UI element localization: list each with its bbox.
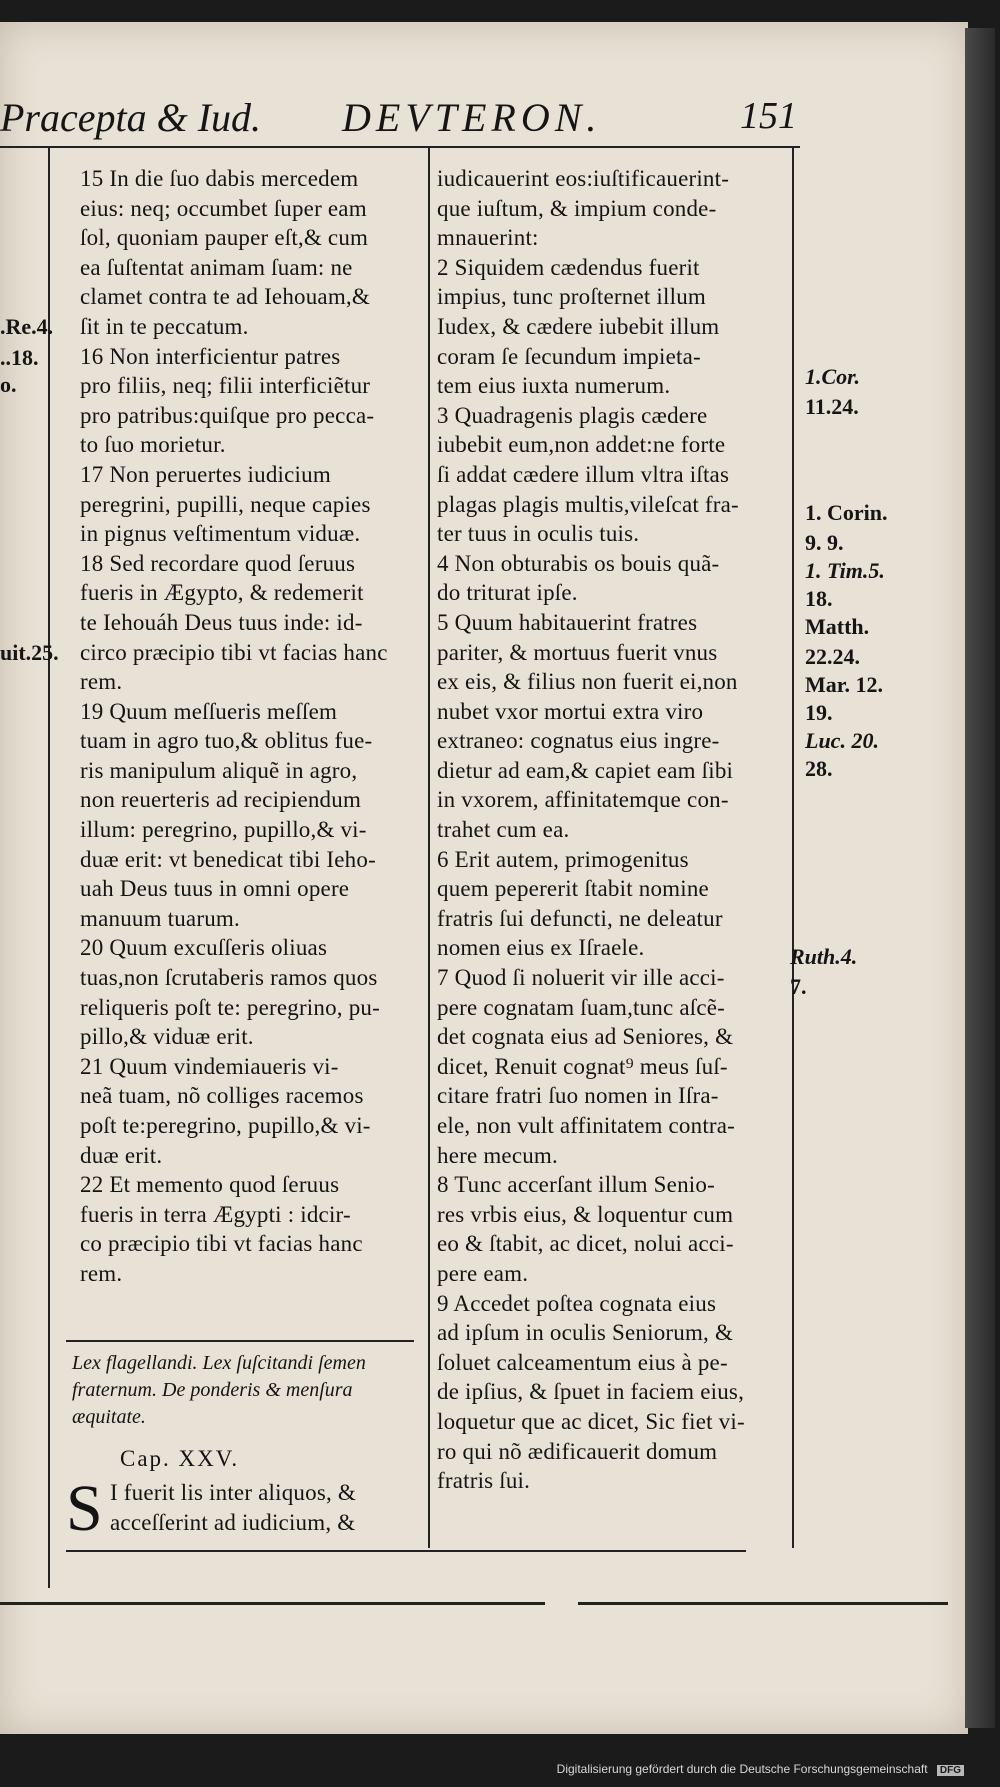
text-line: 3 Quadragenis plagis cædere [437,402,708,428]
text-line: 19 Quum meſſueris meſſem [80,698,338,724]
text-line: 6 Erit autem, primogenitus [437,846,689,872]
book-page [0,22,968,1734]
text-line: ſoluet calceamentum eius à pe- [437,1349,728,1375]
margin-reference: 18. [805,586,833,611]
bottom-rule [66,1550,746,1552]
text-line: nubet vxor mortui extra viro [437,698,704,724]
digitization-credit [557,1762,964,1776]
running-head-title: DEVTERON. [342,95,602,140]
text-line: clamet contra te ad Iehouam,& [80,284,370,310]
text-line: tem eius iuxta numerum. [437,373,671,399]
margin-reference: uit.25. [0,640,59,665]
text-line: de ipſius, & ſpuet in faciem eius, [437,1379,745,1405]
text-line: 15 In die ſuo dabis mercedem [80,166,359,191]
text-line: here mecum. [437,1142,558,1168]
text-line: 5 Quum habitauerint fratres [437,609,698,635]
text-line: tuam in agro tuo,& oblitus fue- [80,728,373,754]
page-number: 151 [740,95,797,137]
text-line: 21 Quum vindemiaueris vi- [80,1053,339,1079]
text-line: ris manipulum aliquẽ in agro, [80,757,358,783]
text-line: eius: neq; occumbet ſuper eam [80,195,367,221]
text-line: citare fratri ſuo nomen in Iſra- [437,1083,719,1109]
text-line: circo præcipio tibi vt facias hanc [80,639,388,665]
drop-cap: S [66,1472,103,1545]
text-line: pillo,& viduæ erit. [80,1024,254,1050]
text-line: fratris ſui defuncti, ne deleatur [437,905,723,931]
text-line: coram ſe ſecundum impieta- [437,343,701,369]
text-line: fueris in Ægypto, & redemerit [80,580,364,606]
book-spine [965,28,995,1728]
text-line: extraneo: cognatus eius ingre- [437,728,720,754]
margin-reference: 7. [790,974,807,999]
text-line: to ſuo morietur. [80,432,226,458]
text-line: 17 Non peruertes iudicium [80,461,331,487]
text-line: Iudex, & cædere iubebit illum [437,313,720,339]
text-line: pro patribus:quiſque pro pecca- [80,402,375,428]
text-line: in vxorem, affinitatemque con- [437,787,729,813]
text-line: 7 Quod ſi noluerit vir ille acci- [437,965,725,991]
text-line: impius, tunc proſternet illum [437,284,706,310]
text-line: 2 Siquidem cædendus fuerit [437,254,700,280]
margin-reference: 9. 9. [805,530,844,555]
text-line: duæ erit: vt benedicat tibi Ieho- [80,846,376,872]
text-line: res vrbis eius, & loquentur cum [437,1201,734,1227]
text-line: duæ erit. [80,1142,163,1168]
text-line: reliqueris poſt te: peregrino, pu- [80,994,380,1020]
text-line: poſt te:peregrino, pupillo,& vi- [80,1113,371,1138]
chapter-summary: Lex flagellandi. Lex ſuſcitandi ſemen fraternum. De ponderis & menſura æquitate. [72,1352,366,1428]
text-line: 18 Sed recordare quod ſeruus [80,550,356,576]
margin-reference: 1.Cor. [805,364,861,389]
margin-reference: Mar. 12. [805,672,884,697]
text-line: pariter, & mortuus fuerit vnus [437,639,718,665]
running-head-left: Pracepta & Iud. [0,95,262,140]
text-line: dicet, Renuit cognat⁹ meus ſuſ- [437,1053,728,1079]
text-line: ele, non vult affinitatem contra- [437,1113,736,1138]
margin-reference: 28. [805,756,833,781]
text-line: 8 Tunc accerſant illum Senio- [437,1172,715,1198]
text-line: eo & ſtabit, ac dicet, nolui acci- [437,1231,734,1257]
left-column [80,164,430,1289]
margin-reference: Matth. [805,614,870,639]
text-line: iudicauerint eos:iuſtificauerint- [437,166,730,191]
text-line: ro qui nõ ædificauerit domum [437,1438,718,1464]
text-line: co præcipio tibi vt facias hanc [80,1231,363,1257]
text-line: quem pepererit ſtabit nomine [437,876,709,902]
text-line: 20 Quum excuſſeris oliuas [80,935,328,961]
margin-reference: .Re.4. [0,314,54,339]
margin-reference: 1. Corin. [805,500,888,525]
text-line: 22 Et memento quod ſeruus [80,1172,340,1198]
outer-rule-left [48,148,50,1588]
chapter-heading: Cap. XXV. [120,1446,240,1471]
text-line: illum: peregrino, pupillo,& vi- [80,817,367,843]
text-line: uah Deus tuus in omni opere [80,876,350,902]
text-line: tuas,non ſcrutaberis ramos quos [80,965,378,991]
chapter-opening-text [110,1478,356,1537]
text-line: I fuerit lis inter aliquos, & [110,1480,356,1505]
margin-reference: 1. Tim.5. [805,558,885,583]
text-line: pere eam. [437,1260,529,1286]
text-line: que iuſtum, & impium conde- [437,195,717,221]
text-line: non reuerteris ad recipiendum [80,787,362,813]
margin-reference: 19. [805,700,833,725]
text-line: rem. [80,669,123,695]
footer-rule-2 [578,1602,948,1605]
text-line: te Iehouáh Deus tuus inde: id- [80,609,363,635]
margin-reference: Luc. 20. [805,728,879,753]
text-line: do triturat ipſe. [437,580,578,606]
text-line: ad ipſum in oculis Seniorum, & [437,1320,734,1346]
text-line: mnauerint: [437,225,539,251]
margin-reference: 22.24. [805,644,860,669]
outer-rule-right [792,148,794,1548]
text-line: 9 Accedet poſtea cognata eius [437,1290,717,1316]
text-line: 4 Non obturabis os bouis quã- [437,550,720,576]
text-line: plagas plagis multis,vileſcat fra- [437,491,739,517]
margin-reference: ..18. [0,345,39,370]
text-line: loquetur que ac dicet, Sic fiet vi- [437,1408,745,1434]
margin-reference: Ruth.4. [790,944,858,969]
text-line: trahet cum ea. [437,817,570,843]
margin-reference: o. [0,372,17,397]
text-line: pere cognatam ſuam,tunc aſcẽ- [437,994,726,1020]
header-rule [0,146,800,148]
text-line: ſol, quoniam pauper eſt,& cum [80,225,369,251]
text-line: ſi addat cædere illum vltra iſtas [437,461,730,487]
text-line: ter tuus in oculis tuis. [437,521,640,547]
text-line: iubebit eum,non addet:ne forte [437,432,726,458]
text-line: fueris in terra Ægypti : idcir- [80,1201,351,1227]
text-line: fratris ſui. [437,1468,531,1494]
text-line: 16 Non interficientur patres [80,343,341,369]
text-line: dietur ad eam,& capiet eam ſibi [437,757,734,783]
text-line: det cognata eius ad Seniores, & [437,1024,734,1050]
footer-rule-1 [0,1602,545,1605]
right-column [437,164,787,1496]
credit-text: Digitalisierung gefördert durch die Deutsche Forschungsgemeinschaft [556,1762,928,1776]
margin-reference: 11.24. [805,394,859,419]
text-line: acceſſerint ad iudicium, & [110,1509,356,1535]
text-line: ſit in te peccatum. [80,313,249,339]
text-line: rem. [80,1260,123,1286]
text-line: neã tuam, nõ colliges racemos [80,1083,364,1109]
text-line: ea ſuſtentat animam ſuam: ne [80,254,353,280]
text-line: peregrini, pupilli, neque capies [80,491,371,517]
dfg-logo: DFG [937,1765,964,1776]
text-line: pro filiis, neq; filii interficiẽtur [80,373,371,399]
summary-rule [66,1340,414,1342]
text-line: manuum tuarum. [80,905,240,931]
text-line: ex eis, & filius non fuerit ei,non [437,669,738,695]
text-line: nomen eius ex Iſraele. [437,935,645,961]
text-line: in pignus veſtimentum viduæ. [80,521,361,547]
